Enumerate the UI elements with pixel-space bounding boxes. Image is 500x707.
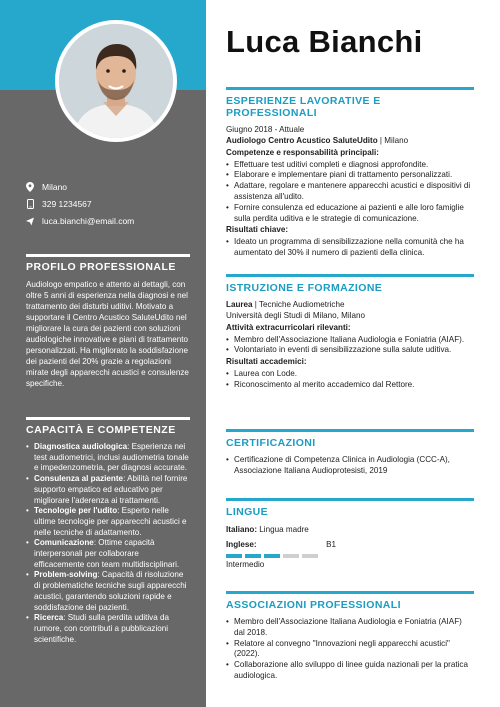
contact-email[interactable]	[26, 216, 134, 226]
academic-results-list	[226, 369, 474, 391]
list-item: • Elaborare e implementare piani di trattamento personalizzati.	[226, 170, 474, 181]
responsibilities-label: Competenze e responsabilità principali:	[226, 147, 379, 157]
list-item: • Fornire consulenza ed educazione ai pazienti e alle loro famiglie sulla perdita uditiva e le strategie di comunicazione.	[226, 203, 474, 225]
phone-icon	[26, 199, 34, 209]
profile-text: Audiologo empatico e attento ai dettagli, con oltre 5 anni di esperienza nella diagnosi e nel trattamento dei disturbi uditivi. Motivato a supportare il Centro Acustico SaluteUdito nel migliorare la cura dei pazienti con soluzioni audiologiche innovative e piani di trattamento personalizzati. Ha migliorato la soddisfazione dei pazienti del 20% grazie a regolazioni mirate degli apparecchi acustici e consulenze specifiche.	[26, 280, 189, 388]
education-university: Università degli Studi di Milano, Milano	[226, 310, 366, 320]
skills-title: CAPACITÀ E COMPETENZE	[26, 417, 190, 436]
contact-phone-text: 329 1234567	[42, 199, 92, 209]
list-item: • Collaborazione allo sviluppo di linee guida nazionali per la pratica audiologica.	[226, 660, 474, 682]
send-icon	[26, 216, 34, 226]
contact-location	[26, 182, 67, 192]
education-section	[226, 274, 474, 391]
sidebar	[0, 0, 206, 707]
list-item: • Ideato un programma di sensibilizzazione nella comunità che ha aumentato del 30% il numero di pazienti della clinica.	[226, 237, 474, 259]
skills-list	[26, 442, 190, 645]
location-pin-icon	[26, 182, 34, 192]
results-label: Risultati chiave:	[226, 225, 289, 235]
certifications-list	[226, 455, 474, 477]
list-item: • Comunicazione: Ottime capacità interpersonali per collaborare efficacemente con team multidisciplinari.	[26, 538, 190, 570]
profile-photo	[55, 20, 177, 142]
profile-section	[26, 254, 190, 389]
experience-period: Giugno 2018 - Attuale	[226, 125, 305, 134]
list-item: • Relatore al convegno "Innovazioni negli apparecchi acustici" (2022).	[226, 639, 474, 661]
list-item: • Volontariato in eventi di sensibilizzazione sulla salute uditiva.	[226, 345, 474, 356]
language-english-desc: Intermedio	[226, 559, 265, 569]
contact-phone[interactable]	[26, 199, 92, 209]
level-segment	[302, 554, 318, 558]
certifications-title: CERTIFICAZIONI	[226, 429, 474, 449]
list-item: • Ricerca: Studi sulla perdita uditiva da rumore, con contributi a pubblicazioni scientifiche.	[26, 613, 190, 645]
list-item: • Consulenza al paziente: Abilità nel fornire supporto empatico ed educativo per migliorare l'aderenza ai trattamenti.	[26, 474, 190, 506]
education-title: ISTRUZIONE E FORMAZIONE	[226, 274, 474, 294]
profile-title: PROFILO PROFESSIONALE	[26, 254, 190, 273]
list-item: • Problem-solving: Capacità di risoluzione di problematiche tecniche sugli apparecchi acustici, garantendo soluzioni rapide e soddisfazione dei pazienti.	[26, 570, 190, 613]
contact-location-text: Milano	[42, 182, 68, 192]
list-item: • Laurea con Lode.	[226, 369, 474, 380]
associations-title: ASSOCIAZIONI PROFESSIONALI	[226, 591, 474, 611]
list-item: • Diagnostica audiologica: Esperienza nei test audiometrici, inclusi audiometria tonale e impedenzometria, per diagnosi accurate.	[26, 442, 190, 474]
language-english-level: B1	[326, 539, 336, 549]
academic-results-label: Risultati accademici:	[226, 357, 307, 367]
list-item: • Riconoscimento al merito accademico dal Rettore.	[226, 380, 474, 391]
language-english: Inglese: B1	[226, 539, 336, 549]
list-item: • Adattare, regolare e mantenere apparecchi acustici e dispositivi di assistenza all'udito.	[226, 181, 474, 203]
list-item: • Membro dell'Associazione Italiana Audiologia e Foniatria (AIAF) dal 2018.	[226, 617, 474, 639]
list-item: • Effettuare test uditivi completi e diagnosi approfondite.	[226, 160, 474, 171]
education-degree: Laurea | Tecniche Audiometriche	[226, 300, 345, 309]
results-list	[226, 237, 474, 259]
language-english-level-bar	[226, 554, 474, 558]
level-segment	[283, 554, 299, 558]
contact-email-text: luca.bianchi@email.com	[42, 216, 135, 226]
experience-title: ESPERIENZE LAVORATIVE E PROFESSIONALI	[226, 87, 474, 119]
languages-section	[226, 498, 474, 570]
responsibilities-list	[226, 160, 474, 225]
skills-section	[26, 417, 190, 645]
level-segment	[264, 554, 280, 558]
list-item: • Membro dell'Associazione Italiana Audiologia e Foniatria (AIAF).	[226, 335, 474, 346]
languages-title: LINGUE	[226, 498, 474, 518]
list-item: • Certificazione di Competenza Clinica in Audiologia (CCC-A), Associazione Italiana Audioprotesisti, 2019	[226, 455, 474, 477]
associations-list	[226, 617, 474, 682]
language-italian: Italiano: Lingua madre	[226, 525, 309, 534]
experience-section	[226, 87, 474, 259]
level-segment	[226, 554, 242, 558]
certifications-section	[226, 429, 474, 477]
extracurricular-list	[226, 335, 474, 357]
extracurricular-label: Attività extracurricolari rilevanti:	[226, 322, 351, 332]
level-segment	[245, 554, 261, 558]
candidate-name: Luca Bianchi	[226, 24, 423, 59]
experience-company: Audiologo Centro Acustico SaluteUdito | Milano	[226, 135, 409, 145]
associations-section	[226, 591, 474, 682]
list-item: • Tecnologie per l'udito: Esperto nelle ultime tecnologie per apparecchi acustici e nelle tecniche di adattamento.	[26, 506, 190, 538]
